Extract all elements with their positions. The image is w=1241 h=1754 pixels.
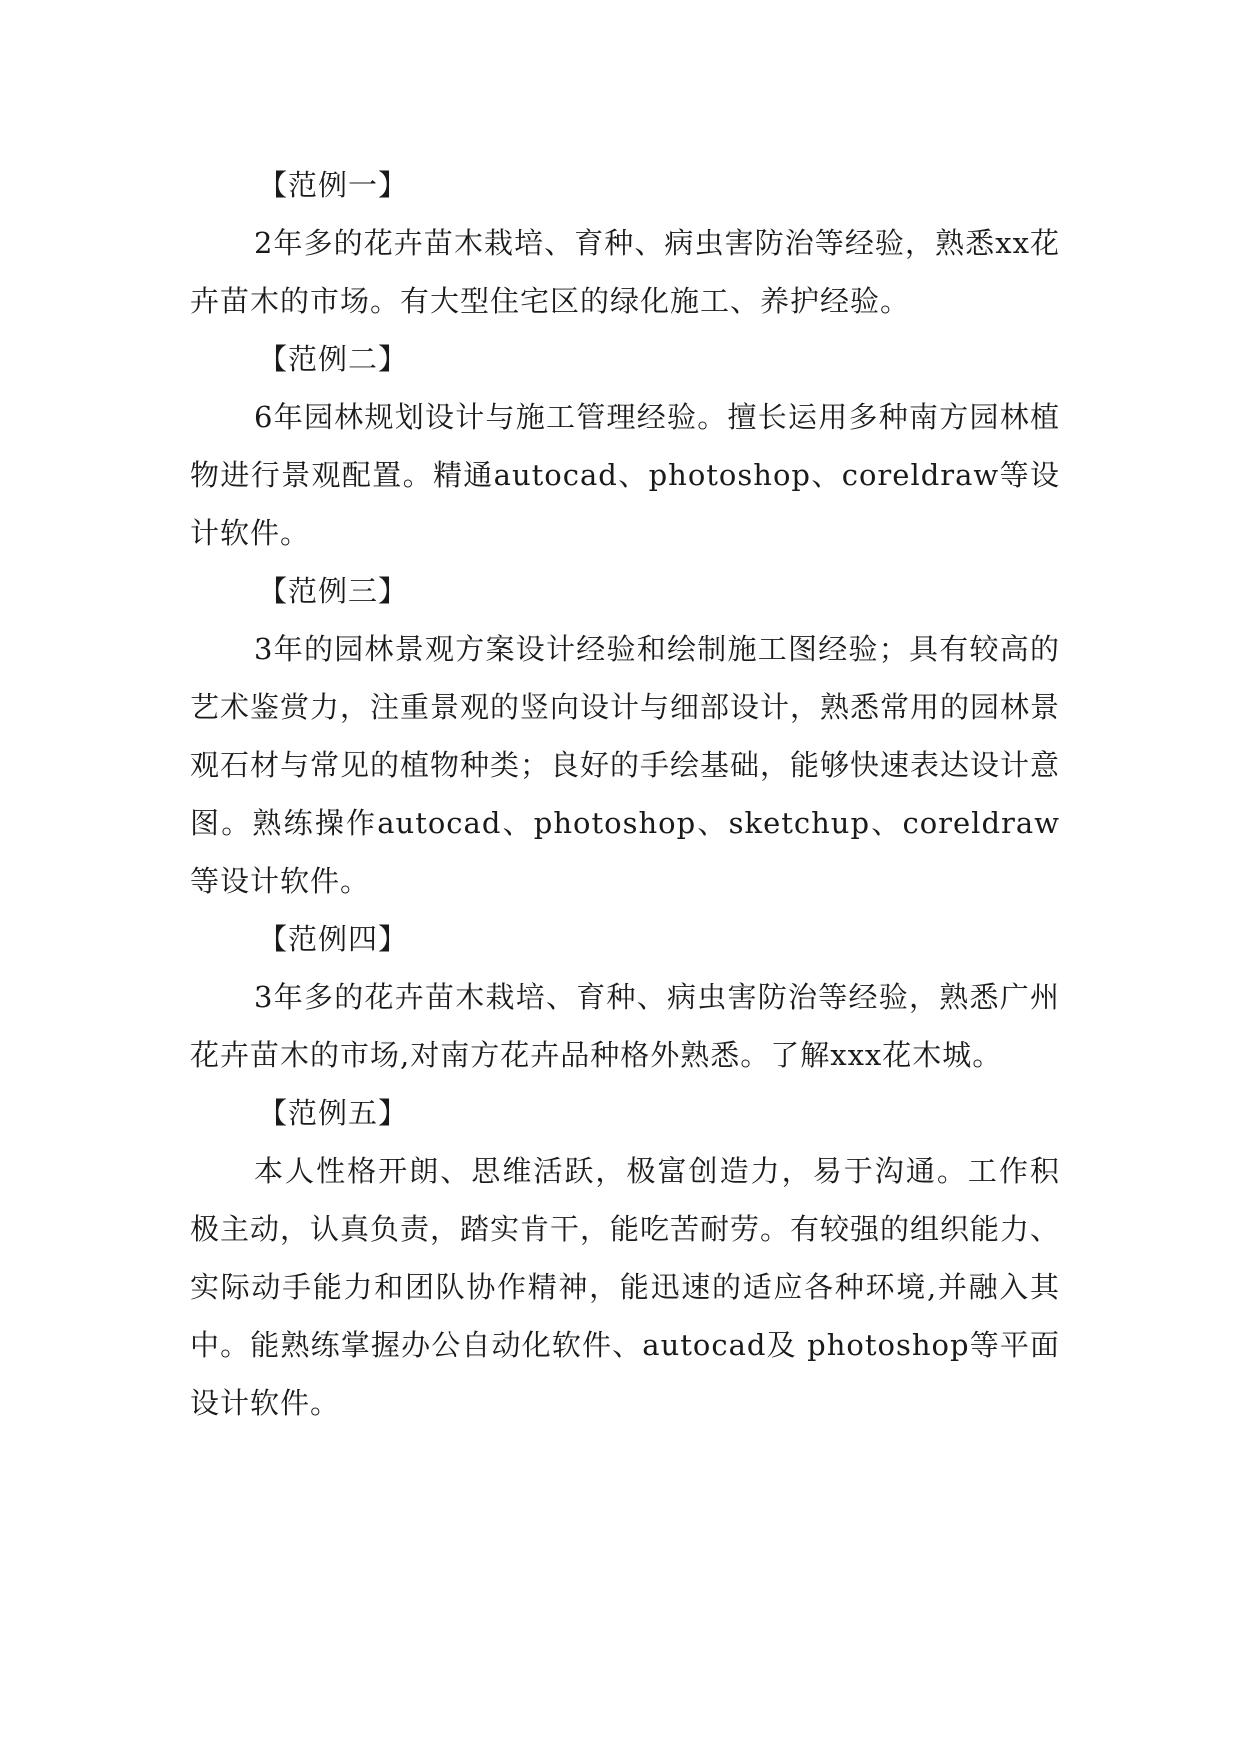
section-heading-2: 【范例二】 bbox=[258, 342, 409, 376]
section-paragraph-2: 6年园林规划设计与施工管理经验。擅长运用多种南方园林植物进行景观配置。精通autocad、photoshop、coreldraw等设计软件。 bbox=[190, 400, 1060, 550]
section-paragraph-5: 本人性格开朗、思维活跃，极富创造力，易于沟通。工作积极主动，认真负责，踏实肯干，能吃苦耐劳。有较强的组织能力、实际动手能力和团队协作精神，能迅速的适应各种环境,并融入其中。能熟练掌握办公自动化软件、autocad及 photoshop等平面设计软件。 bbox=[190, 1154, 1061, 1420]
section-heading-1: 【范例一】 bbox=[258, 168, 409, 202]
section-paragraph-3: 3年的园林景观方案设计经验和绘制施工图经验；具有较高的艺术鉴赏力，注重景观的竖向设计与细部设计，熟悉常用的园林景观石材与常见的植物种类；良好的手绘基础，能够快速表达设计意图。熟练操作autocad、photoshop、sketchup、coreldraw等设计软件。 bbox=[190, 632, 1061, 898]
section-paragraph-1: 2年多的花卉苗木栽培、育种、病虫害防治等经验，熟悉xx花卉苗木的市场。有大型住宅区的绿化施工、养护经验。 bbox=[190, 226, 1060, 318]
section-paragraph-4: 3年多的花卉苗木栽培、育种、病虫害防治等经验，熟悉广州花卉苗木的市场,对南方花卉品种格外熟悉。了解xxx花木城。 bbox=[190, 980, 1060, 1072]
section-heading-4: 【范例四】 bbox=[258, 922, 409, 956]
section-heading-5: 【范例五】 bbox=[258, 1096, 409, 1130]
section-heading-3: 【范例三】 bbox=[258, 574, 409, 608]
document-body bbox=[190, 156, 1060, 1432]
